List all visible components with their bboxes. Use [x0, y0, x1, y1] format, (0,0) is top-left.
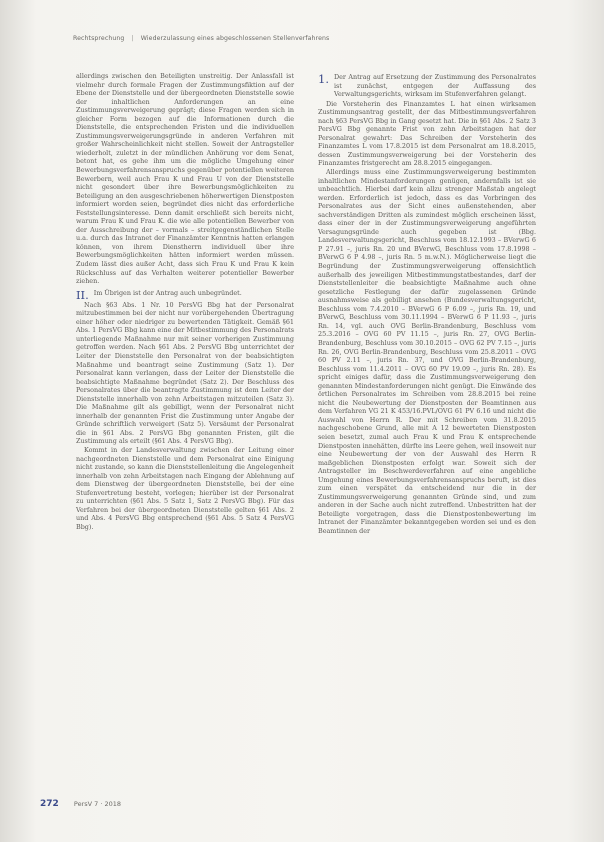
page-number: 272 — [40, 799, 59, 809]
journal-issue: PersV 7 · 2018 — [73, 800, 122, 808]
left-column — [76, 72, 294, 531]
running-head — [73, 35, 329, 42]
section-lead-1: Der Antrag auf Ersetzung der Zustimmung des Personalrates ist zunächst, entgegen der Auffassung des Verwaltungsgerichts, wirksam im Stufenverfahren gelangt. — [333, 73, 536, 99]
section-heading-1 — [318, 73, 536, 99]
left-paragraph-2: Nach §63 Abs. 1 Nr. 10 PersVG Bbg hat der Personalrat mitzubestimmen bei der nicht nur vorübergehenden Übertragung einer höher oder niedriger zu bewertenden Tätigkeit. Gemäß §61 Abs. 1 PersVG Bbg kann eine der Mitbestimmung des Personalrats unterliegende Maßnahme nur mit seiner vorherigen Zustimmung getroffen werden. Nach §61 Abs. 2 PersVG Bbg unterrichtet der Leiter der Dienststelle den Personalrat von der beabsichtigten Maßnahme und beantragt seine Zustimmung (Satz 1). Der Personalrat kann verlangen, dass der Leiter der Dienststelle die beabsichtigte Maßnahme begründet (Satz 2). Der Beschluss des Personalrates über die beantragte Zustimmung ist dem Leiter der Dienststelle innerhalb von zehn Arbeitstagen mitzuteilen (Satz 3). Die Maßnahme gilt als gebilligt, wenn der Personalrat nicht innerhalb der genannten Frist die Zustimmung unter Angabe der Gründe schriftlich verweigert (Satz 5). Versäumt der Personalrat die in §61 Abs. 2 PersVG Bbg genannten Fristen, gilt die Zustimmung als erteilt (§61 Abs. 4 PersVG Bbg). — [76, 300, 294, 446]
running-head-section: Rechtsprechung — [73, 35, 125, 42]
running-head-separator: | — [131, 35, 134, 42]
left-paragraph-3: Kommt in der Landesverwaltung zwischen der Leitung einer nachgeordneten Dienststelle und dem Personalrat eine Einigung nicht zustande, so kann die Dienststellenleitung die Angelegenheit innerhalb von zehn Arbeitstagen nach Eingang der Ablehnung auf dem Dienstweg der übergeordneten Dienststelle, bei der eine Stufenvertretung besteht, vorlegen; hierüber ist der Personalrat zu unterrichten (§61 Abs. 5 Satz 1, Satz 2 PersVG Bbg). Für das Verfahren bei der übergeordneten Dienststelle gelten §61 Abs. 2 und Abs. 4 PersVG Bbg entsprechend (§61 Abs. 5 Satz 4 PersVG Bbg). — [76, 445, 294, 531]
right-paragraph-1: Die Vorsteherin des Finanzamtes L hat einen wirksamen Zustimmungsantrag gestellt, der das Mitbestimmungsverfahren nach §63 PersVG Bbg in Gang gesetzt hat. Die in §61 Abs. 2 Satz 3 PersVG Bbg genannte Frist von zehn Arbeitstagen hat der Personalrat gewahrt: Das Schreiben der Vorsteherin des Finanzamtes L vom 17.8.2015 ist dem Personalrat am 18.8.2015, dessen Zustimmungsverweigerung bei der Vorsteherin des Finanzamtes fristgerecht am 28.8.2015 eingegangen. — [318, 99, 536, 168]
right-paragraph-2: Allerdings muss eine Zustimmungsverweigerung bestimmten inhaltlichen Mindestanforderungen genügen, andernfalls ist sie unbeachtlich. Hierbei darf kein allzu strenger Maßstab angelegt werden. Erforderlich ist jedoch, dass es das Vorbringen des Personalrates aus der Sicht eines außenstehenden, aber sachverständigen Dritten als zumindest möglich erscheinen lässt, dass einer der in der Zustimmungsverweigerung angeführten Versagungsgründe auch gegeben ist (Bbg. Landesverwaltungsgericht, Beschluss vom 18.12.1993 – BVerwG 6 P 27.91 –, juris Rn. 20 und BVerwG, Beschluss vom 17.8.1998 – BVerwG 6 P 4.98 –, juris Rn. 5 m.w.N.). Möglicherweise liegt die Begründung der Zustimmungsverweigerung offensichtlich außerhalb des jeweiligen Mitbestimmungstatbestandes, darf der Dienststellenleiter die beabsichtigte Maßnahme auch ohne gesetzliche Festlegung der dafür zugelassenen Gründe ausnahmsweise als gebilligt ansehen (Bundesverwaltungsgericht, Beschluss vom 7.4.2010 – BVerwG 6 P 6.09 –, juris Rn. 19, und BVerwG, Beschluss vom 30.11.1994 – BVerwG 6 P 11.93 –, juris Rn. 14, vgl. auch OVG Berlin-Brandenburg, Beschluss vom 25.3.2016 – OVG 60 PV 11.15 –, juris Rn. 27, OVG Berlin-Brandenburg, Beschluss vom 30.10.2015 – OVG 62 PV 7.15 –, juris Rn. 26, OVG Berlin-Brandenburg, Beschluss vom 25.8.2011 – OVG 60 PV 2.11 –, juris Rn. 37, und OVG Berlin-Brandenburg, Beschluss vom 11.4.2011 – OVG 60 PV 19.09 –, juris Rn. 28). Es spricht einiges dafür, dass die Zustimmungsverweigerung den genannten Mindestanforderungen nicht genügt. Die Einwände des örtlichen Personalrates im Schreiben vom 28.8.2015 bei reine nicht die Neubewertung der Dienstposten der Beamtinnen aus dem Verfahren VG 21 K 453/16.PVL/OVG 61 PV 6.16 und nicht die Auswahl von Herrn R. Der mit Schreiben vom 31.8.2015 nachgeschobene Grund, alle mit A 12 bewerteten Dienstposten seien besetzt, zumal auch Frau K und Frau K entsprechende Dienstposten innehätten, dürfte ins Leere gehen, weil insoweit nur eine Neubewertung der von der Auswahl des Herrn R maßgeblichen Dienstposten erfolgt war. Soweit sich der Antragsteller im Beschwerdeverfahren auf eine angebliche Umgehung eines Bewerbungsverfahrensanspruchs beruft, ist dies zum einen verspätet da entscheidend nur die in der Zustimmungsverweigerung genannten Gründe sind, und zum anderen in der Sache auch nicht zutreffend. Unbestritten hat der Beteiligte vorgetragen, dass die Dienstpostenbewertung im Intranet der Finanzämter bekanntgegeben worden sei und es den Beamtinnen der — [318, 168, 536, 535]
section-number-1: 1. — [318, 72, 329, 86]
section-heading-2 — [76, 289, 294, 300]
section-lead-2: Im Übrigen ist der Antrag auch unbegründet. — [93, 288, 242, 297]
page-footer — [40, 791, 121, 810]
section-number-2: II. — [76, 287, 89, 302]
right-column — [318, 73, 536, 536]
left-paragraph-1: allerdings zwischen den Beteiligten unstreitig. Der Anlassfall ist vielmehr durch formale Fragen der Zustimmungsfiktion auf der Ebene der Dienststelle und der übergeordneten Dienststelle sowie der inhaltlichen Anforderungen an eine Zustimmungsverweigerung geprägt; diese Fragen werden sich in gleicher Form bezogen auf die Informationen durch die Dienststelle, die entsprechenden Fristen und die individuellen Zustimmungsverweigerungsgründe in anderen Verfahren mit großer Wahrscheinlichkeit nicht stellen. Soweit der Antragsteller wiederholt, zuletzt in der mündlichen Anhörung vor dem Senat, betont hat, es gehe ihm um die mögliche Umgehung einer Bewerbungsverfahrensanspruchs gegenüber potentiellen weiteren Bewerbern, weil auch Frau K und Frau U von der Dienststelle nicht gesondert über ihre Bewerbungsmöglichkeiten zu Beteiligung an den ausgeschriebenen höherwertigen Dienstposten informiert worden seien, begründet dies nicht das erforderliche Feststellungsinteresse. Denn damit erschließt sich bereits nicht, warum Frau K und Frau K. die wie alle potentiellen Bewerber von der Ausschreibung der – vormals – streitgegenständlichen Stelle u.a. durch das Intranet der Finanzämter Kenntnis hatten erlangen können, von ihrem Dienstherrn individuell über ihre Bewerbungsmöglichkeiten hätten informiert werden müssen. Zudem lässt dies außer Acht, dass sich Frau K und Frau K kein Rückschluss auf das Verhalten weiterer potentieller Bewerber ziehen. — [76, 72, 294, 286]
running-head-title: Wiederzulassung eines abgeschlossenen Stellenverfahrens — [140, 35, 330, 42]
